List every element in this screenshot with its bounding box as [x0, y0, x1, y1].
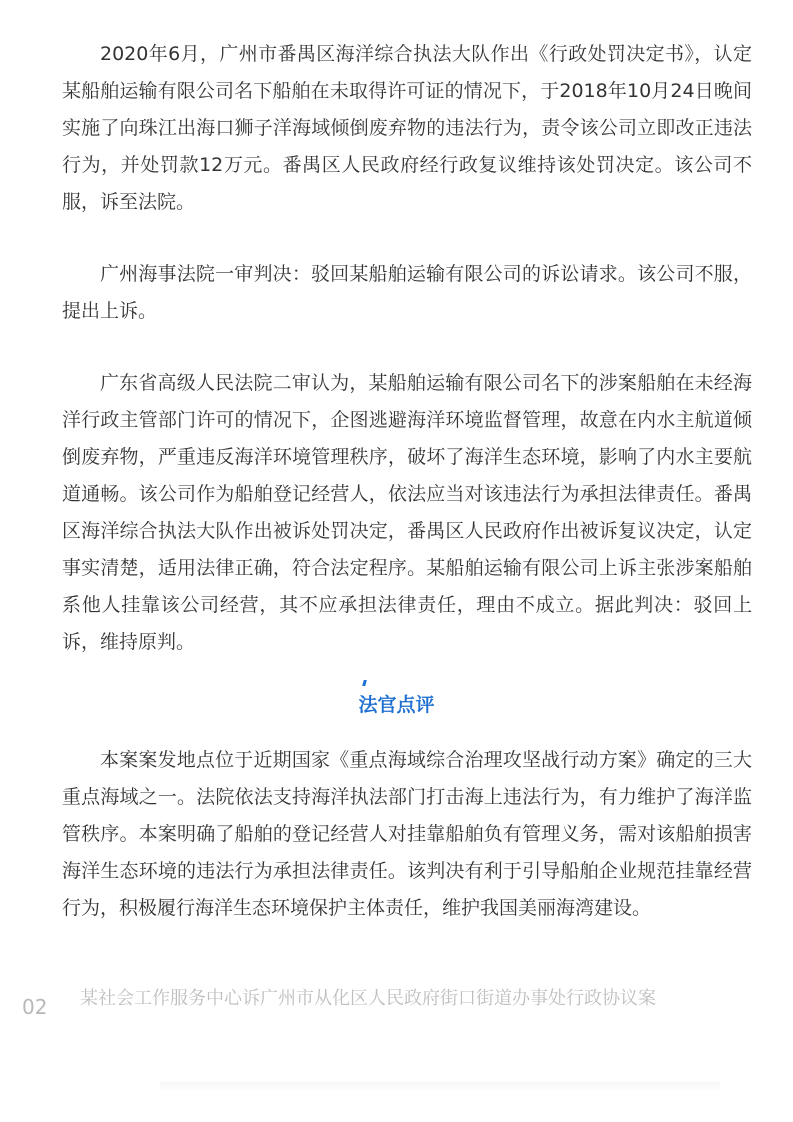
case-facts-paragraph: 2020年6月，广州市番禺区海洋综合执法大队作出《行政处罚决定书》，认定某船舶运输有限公司名下船舶在未取得许可证的情况下，于2018年10月24日晚间实施了向珠江出海口狮子洋海域倾倒废弃物的违法行为，责令该公司立即改正违法行为，并处罚款12万元。番禺区人民政府经行政复议维持该处罚决定。该公司不服，诉至法院。 [62, 43, 752, 213]
judge-commentary-paragraph: 本案案发地点位于近期国家《重点海域综合治理攻坚战行动方案》确定的三大重点海域之一。法院依法支持海洋执法部门打击海上违法行为，有力维护了海洋监管秩序。本案明确了船舶的登记经营人对挂靠船舶负有管理义务，需对该船舶损害海洋生态环境的违法行为承担法律责任。该判决有利于引导船舶企业规范挂靠经营行为，积极履行海洋生态环境保护主体责任，维护我国美丽海湾建设。 [62, 749, 752, 919]
related-case-title: 某社会工作服务中心诉广州市从化区人民政府街口街道办事处行政协议案 [80, 988, 656, 1009]
commentary-heading [62, 680, 731, 720]
second-instance-paragraph: 广东省高级人民法院二审认为，某船舶运输有限公司名下的涉案船舶在未经海洋行政主管部门许可的情况下，企图逃避海洋环境监督管理，故意在内水主航道倾倒废弃物，严重违反海洋环境管理秩序，破坏了海洋生态环境，影响了内水主要航道通畅。该公司作为船舶登记经营人，依法应当对该违法行为承担法律责任。番禺区海洋综合执法大队作出被诉处罚决定，番禺区人民政府作出被诉复议决定，认定事实清楚，适用法律正确，符合法定程序。某船舶运输有限公司上诉主张涉案船舶系他人挂靠该公司经营，其不应承担法律责任，理由不成立。据此判决：驳回上诉，维持原判。 [62, 372, 752, 653]
commentary-heading-title: 法官点评 [358, 694, 435, 716]
related-case-number: 02 [22, 995, 48, 1019]
first-instance-paragraph: 广州海事法院一审判决：驳回某船舶运输有限公司的诉讼请求。该公司不服，提出上诉。 [62, 263, 752, 322]
related-case-link[interactable] [22, 985, 682, 1029]
bottom-card-edge [160, 1082, 720, 1092]
heading-accent-mark [362, 680, 367, 686]
